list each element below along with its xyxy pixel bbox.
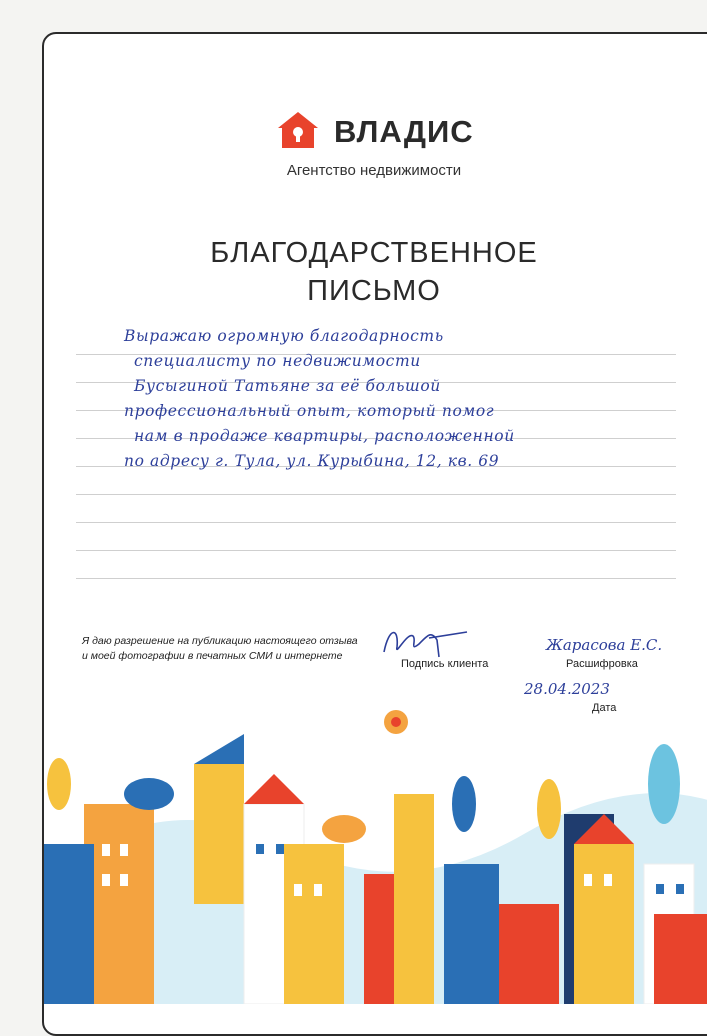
handwritten-text [84,324,684,474]
rule-line [76,578,676,579]
brand-subtitle: Агентство недвижимости [286,162,462,179]
letter-line-1: Выражаю огромную благодарность [124,327,444,345]
town-illustration [44,694,707,1004]
permission-note [82,634,382,664]
letter-line-2: специалисту по недвижимости [134,352,421,370]
decoding-value: Жарасова Е.С. [546,636,663,654]
rule-line [76,550,676,551]
letter-line-4: профессиональный опыт, который помог [124,402,495,420]
brand-logo [276,110,516,150]
date-label: Дата [592,702,617,714]
decoding-label: Расшифровка [566,658,638,670]
letter-line-3: Бусыгиной Татьяне за её большой [134,377,441,395]
house-key-icon [276,110,326,150]
signature-label: Подпись клиента [401,658,489,670]
permission-line-2: и моей фотографии в печатных СМИ и интернете [82,650,343,662]
rule-line [76,522,676,523]
client-signature [379,622,469,662]
rule-line [76,494,676,495]
letter-sheet [42,32,707,1036]
brand-name: ВЛАДИС [334,114,474,149]
document-title [44,234,704,310]
title-line-2: ПИСЬМО [307,275,441,307]
letter-line-6: по адресу г. Тула, ул. Курыбина, 12, кв. 69 [124,452,500,470]
permission-line-1: Я даю разрешение на публикацию настоящего отзыва [82,635,358,647]
letter-line-5: нам в продаже квартиры, расположенной [134,427,515,445]
date-value: 28.04.2023 [524,680,610,698]
title-line-1: БЛАГОДАРСТВЕННОЕ [210,237,538,269]
